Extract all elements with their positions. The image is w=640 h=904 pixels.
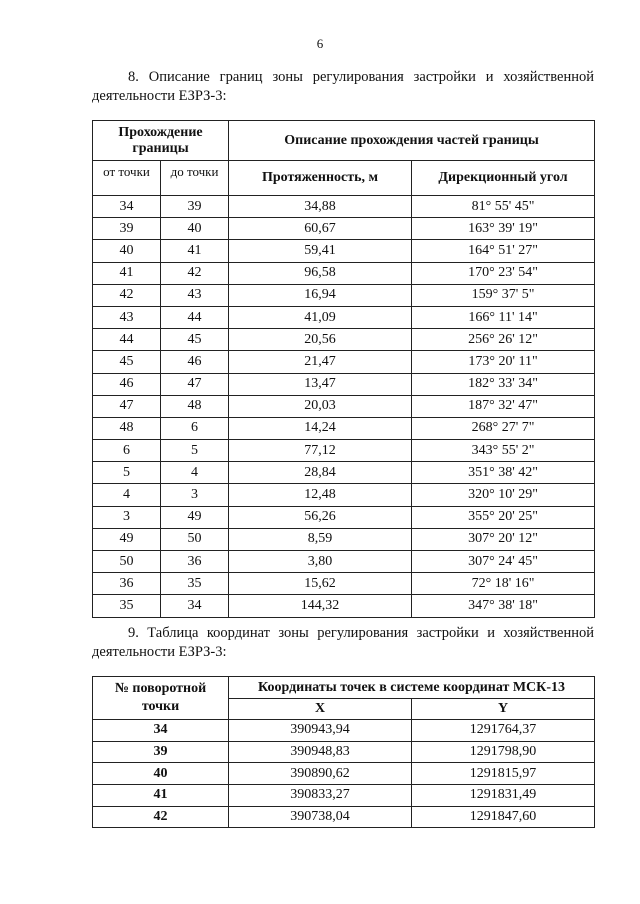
from-point-cell: 36: [93, 573, 161, 595]
from-point-cell: 50: [93, 551, 161, 573]
table-row: [93, 573, 595, 595]
to-point-cell: 41: [161, 240, 229, 262]
to-point-cell: 34: [161, 595, 229, 617]
angle-cell: 307° 24' 45": [412, 551, 595, 573]
to-point-cell: 49: [161, 506, 229, 528]
section-9-line-1: 9. Таблица координат зоны регулирования застройки и хозяйственной: [128, 625, 594, 641]
point-number-cell: 39: [93, 741, 229, 763]
angle-cell: 256° 26' 12": [412, 329, 595, 351]
from-point-cell: 41: [93, 262, 161, 284]
from-point-cell: 43: [93, 306, 161, 328]
page-number: 6: [316, 36, 324, 51]
table-row: [93, 373, 595, 395]
header-x: X: [229, 699, 412, 720]
length-cell: 8,59: [229, 528, 412, 550]
header-y: Y: [412, 699, 595, 720]
table-row: [93, 262, 595, 284]
table-row: [93, 763, 595, 785]
angle-cell: 164° 51' 27": [412, 240, 595, 262]
angle-cell: 307° 20' 12": [412, 528, 595, 550]
table-row: [93, 196, 595, 218]
point-number-cell: 41: [93, 785, 229, 807]
table-row: [93, 506, 595, 528]
length-cell: 20,56: [229, 329, 412, 351]
length-cell: 15,62: [229, 573, 412, 595]
angle-cell: 173° 20' 11": [412, 351, 595, 373]
section-9-line-2: деятельности ЕЗРЗ-3:: [92, 644, 227, 660]
x-coordinate-cell: 390738,04: [229, 806, 412, 828]
angle-cell: 170° 23' 54": [412, 262, 595, 284]
x-coordinate-cell: 390890,62: [229, 763, 412, 785]
header-angle: Дирекционный угол: [412, 161, 595, 196]
from-point-cell: 5: [93, 462, 161, 484]
length-cell: 3,80: [229, 551, 412, 573]
angle-cell: 163° 39' 19": [412, 218, 595, 240]
header-length: Протяженность, м: [229, 161, 412, 196]
angle-cell: 351° 38' 42": [412, 462, 595, 484]
boundary-description-table: [92, 120, 595, 618]
length-cell: 41,09: [229, 306, 412, 328]
section-8-heading: [92, 68, 594, 106]
point-number-cell: 34: [93, 720, 229, 742]
table-row: [93, 741, 595, 763]
header-passage: Прохождение границы: [93, 121, 229, 161]
to-point-cell: 45: [161, 329, 229, 351]
x-coordinate-cell: 390833,27: [229, 785, 412, 807]
angle-cell: 355° 20' 25": [412, 506, 595, 528]
table-row: [93, 720, 595, 742]
y-coordinate-cell: 1291847,60: [412, 806, 595, 828]
length-cell: 16,94: [229, 284, 412, 306]
to-point-cell: 6: [161, 417, 229, 439]
header-coords: Координаты точек в системе координат МСК-13: [229, 677, 595, 699]
angle-cell: 347° 38' 18": [412, 595, 595, 617]
to-point-cell: 44: [161, 306, 229, 328]
angle-cell: 320° 10' 29": [412, 484, 595, 506]
length-cell: 59,41: [229, 240, 412, 262]
to-point-cell: 39: [161, 196, 229, 218]
angle-cell: 81° 55' 45": [412, 196, 595, 218]
angle-cell: 72° 18' 16": [412, 573, 595, 595]
angle-cell: 187° 32' 47": [412, 395, 595, 417]
from-point-cell: 49: [93, 528, 161, 550]
from-point-cell: 3: [93, 506, 161, 528]
table-row: [93, 395, 595, 417]
angle-cell: 159° 37' 5": [412, 284, 595, 306]
section-9-heading: [92, 624, 594, 662]
y-coordinate-cell: 1291764,37: [412, 720, 595, 742]
length-cell: 96,58: [229, 262, 412, 284]
length-cell: 144,32: [229, 595, 412, 617]
y-coordinate-cell: 1291831,49: [412, 785, 595, 807]
table-row: [93, 484, 595, 506]
to-point-cell: 42: [161, 262, 229, 284]
header-from: от точки: [93, 161, 161, 196]
table-row: [93, 306, 595, 328]
table-row: [93, 240, 595, 262]
table-row: [93, 785, 595, 807]
table-row: [93, 417, 595, 439]
x-coordinate-cell: 390943,94: [229, 720, 412, 742]
length-cell: 56,26: [229, 506, 412, 528]
from-point-cell: 47: [93, 395, 161, 417]
x-coordinate-cell: 390948,83: [229, 741, 412, 763]
y-coordinate-cell: 1291815,97: [412, 763, 595, 785]
angle-cell: 343° 55' 2": [412, 440, 595, 462]
header-description: Описание прохождения частей границы: [229, 121, 595, 161]
section-8-line-2: деятельности ЕЗРЗ-3:: [92, 88, 227, 104]
length-cell: 60,67: [229, 218, 412, 240]
from-point-cell: 34: [93, 196, 161, 218]
to-point-cell: 43: [161, 284, 229, 306]
table-row: [93, 462, 595, 484]
length-cell: 14,24: [229, 417, 412, 439]
length-cell: 20,03: [229, 395, 412, 417]
to-point-cell: 40: [161, 218, 229, 240]
from-point-cell: 6: [93, 440, 161, 462]
from-point-cell: 40: [93, 240, 161, 262]
angle-cell: 182° 33' 34": [412, 373, 595, 395]
point-number-cell: 42: [93, 806, 229, 828]
from-point-cell: 44: [93, 329, 161, 351]
length-cell: 77,12: [229, 440, 412, 462]
from-point-cell: 39: [93, 218, 161, 240]
table-row: [93, 551, 595, 573]
table-row: [93, 351, 595, 373]
to-point-cell: 48: [161, 395, 229, 417]
to-point-cell: 35: [161, 573, 229, 595]
length-cell: 12,48: [229, 484, 412, 506]
angle-cell: 268° 27' 7": [412, 417, 595, 439]
from-point-cell: 46: [93, 373, 161, 395]
table-row: [93, 218, 595, 240]
to-point-cell: 4: [161, 462, 229, 484]
table-row: [93, 440, 595, 462]
point-number-cell: 40: [93, 763, 229, 785]
table-row: [93, 284, 595, 306]
table-row: [93, 806, 595, 828]
header-point: № поворотной точки: [93, 677, 229, 720]
table-row: [93, 595, 595, 617]
coordinates-table: [92, 676, 595, 828]
angle-cell: 166° 11' 14": [412, 306, 595, 328]
header-to: до точки: [161, 161, 229, 196]
section-8-line-1: 8. Описание границ зоны регулирования застройки и хозяйственной: [128, 69, 594, 85]
to-point-cell: 50: [161, 528, 229, 550]
to-point-cell: 46: [161, 351, 229, 373]
to-point-cell: 47: [161, 373, 229, 395]
table-row: [93, 329, 595, 351]
to-point-cell: 3: [161, 484, 229, 506]
table-row: [93, 528, 595, 550]
to-point-cell: 36: [161, 551, 229, 573]
from-point-cell: 48: [93, 417, 161, 439]
from-point-cell: 4: [93, 484, 161, 506]
length-cell: 28,84: [229, 462, 412, 484]
length-cell: 21,47: [229, 351, 412, 373]
to-point-cell: 5: [161, 440, 229, 462]
y-coordinate-cell: 1291798,90: [412, 741, 595, 763]
from-point-cell: 42: [93, 284, 161, 306]
length-cell: 13,47: [229, 373, 412, 395]
from-point-cell: 35: [93, 595, 161, 617]
from-point-cell: 45: [93, 351, 161, 373]
length-cell: 34,88: [229, 196, 412, 218]
